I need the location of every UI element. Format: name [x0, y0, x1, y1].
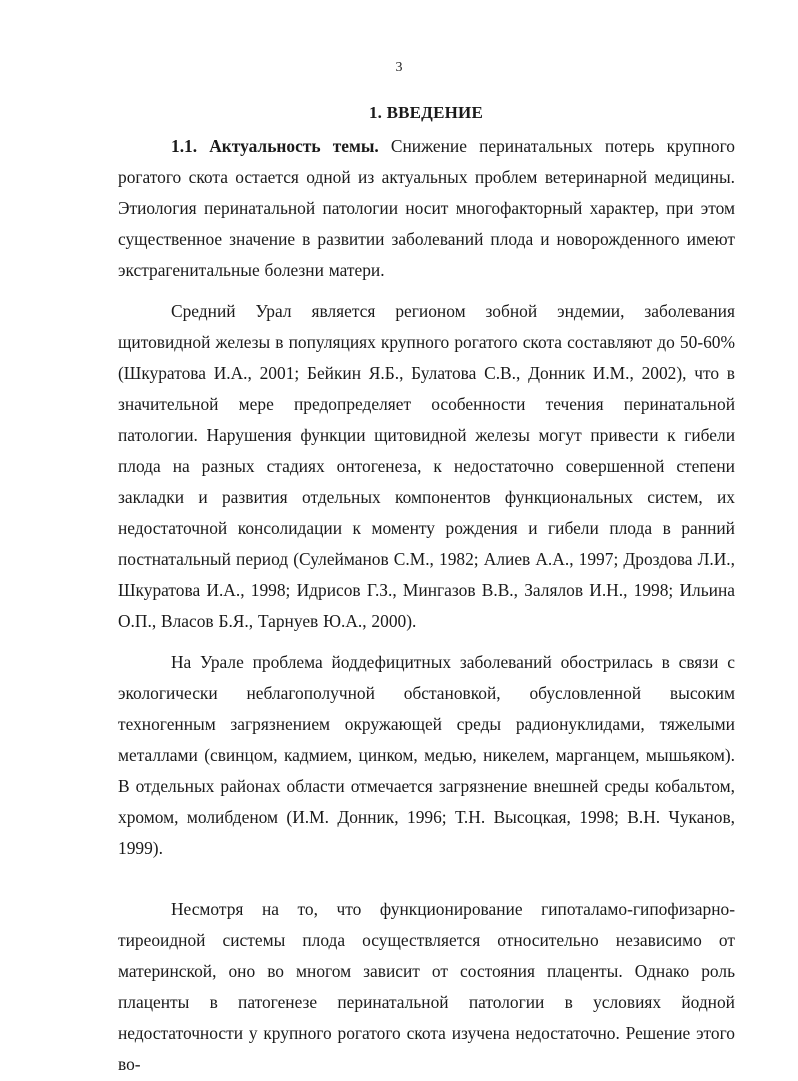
paragraph-ural-endemic: Средний Урал является регионом зобной эндемии, заболевания щитовидной железы в популяциях крупного рогатого скота составляют до 50-60% (Шкуратова И.А., 2001; Бейкин Я.Б., Булатова С.В., Донник И.М., 2002), что в значительной мере предопределяет особенности течения перинатальной патологии. Нарушения функции щитовидной железы могут привести к гибели плода на разных стадиях онтогенеза, к недостаточно совершенной степени закладки и развития отдельных компонентов функциональных систем, их недостаточной консолидации к моменту рождения и гибели плода в ранний постнатальный период (Сулейманов С.М., 1982; Алиев А.А., 1997; Дроздова Л.И., Шкуратова И.А., 1998; Идрисов Г.З., Мингазов В.В., Залялов И.Н., 1998; Ильина О.П., Власов Б.Я., Тарнуев Ю.А., 2000). [118, 301, 735, 631]
paragraph-text: Снижение перинатальных потерь крупного рогатого скота остается одной из актуальных проблем ветеринарной медицины. Этиология перинатальной патологии носит многофакторный характер, при этом существенное значение в развитии заболеваний плода и новорожденного имеют экстрагенитальные болезни матери. [118, 136, 735, 280]
paragraph-relevance [118, 131, 735, 286]
body-text [118, 131, 735, 1080]
chapter-title: 1. ВВЕДЕНИЕ [368, 103, 484, 122]
page-number: 3 [395, 60, 403, 75]
paragraph-placenta: Несмотря на то, что функционирование гипоталамо-гипофизарно-тиреоидной системы плода осуществляется относительно независимо от материнской, оно во многом зависит от состояния плаценты. Однако роль плаценты в патогенезе перинатальной патологии в условиях йодной недостаточности у крупного рогатого скота изучена недостаточно. Решение этого во- [118, 899, 735, 1074]
section-heading: 1.1. Актуальность темы. [171, 136, 379, 156]
paragraph-ecology: На Урале проблема йоддефицитных заболеваний обострилась в связи с экологически неблагополучной обстановкой, обусловленной высоким техногенным загрязнением окружающей среды радионуклидами, тяжелыми металлами (свинцом, кадмием, цинком, медью, никелем, марганцем, мышьяком). В отдельных районах области отмечается загрязнение внешней среды кобальтом, хромом, молибденом (И.М. Донник, 1996; Т.Н. Высоцкая, 1998; В.Н. Чуканов, 1999). [118, 652, 735, 858]
